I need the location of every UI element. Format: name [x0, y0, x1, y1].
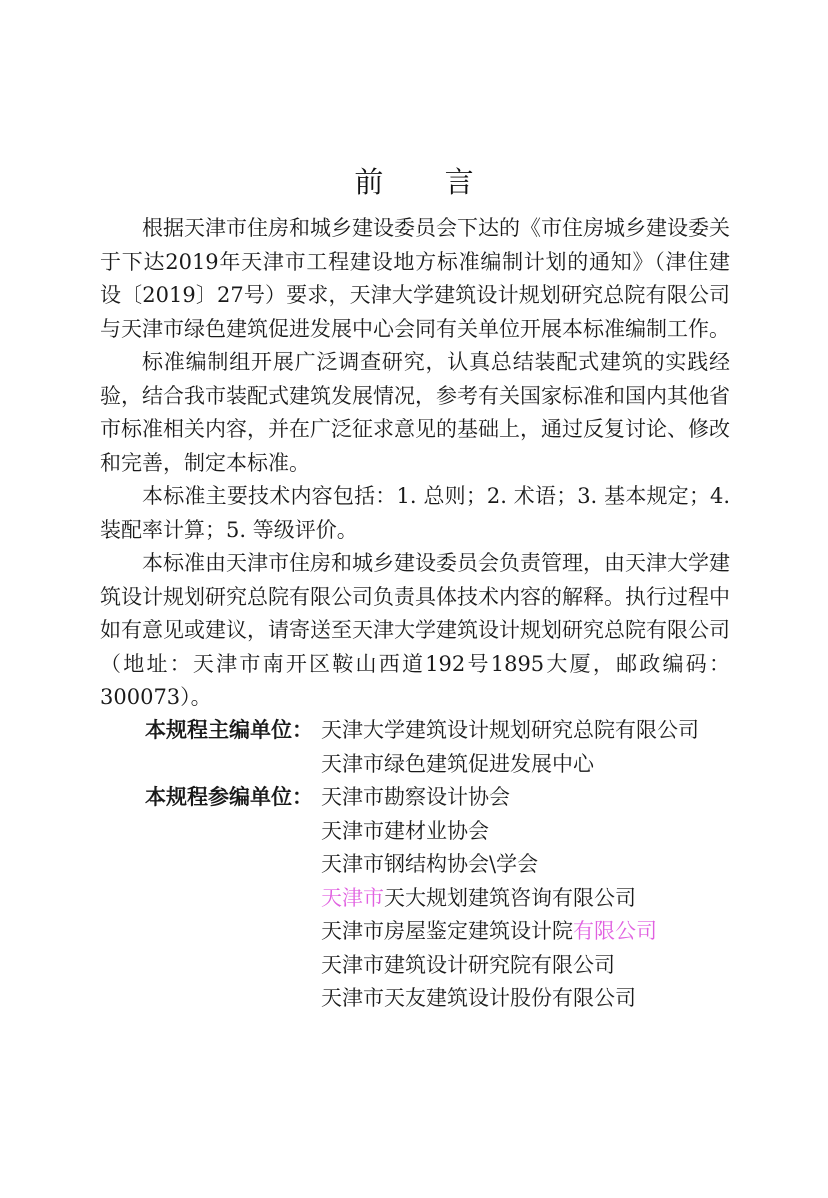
unit-item: 天津市建材业协会 — [321, 818, 489, 843]
page-title: 前 言 — [354, 165, 500, 199]
participating-units-list — [321, 781, 657, 1016]
paragraph-management: 本标准由天津市住房和城乡建设委员会负责管理，由天津大学建筑设计规划研究总院有限公司负责具体技术内容的解释。执行过程中如有意见或建议，请寄送至天津大学建筑设计规划研究总院有限公司（地址：天津市南开区鞍山西道192号1895大厦，邮政编码：300073）。 — [100, 551, 730, 709]
participating-units-label: 本规程参编单位： — [145, 785, 313, 809]
paragraph-contents: 本标准主要技术内容包括：1. 总则；2. 术语；3. 基本规定；4. 装配率计算；5. 等级评价。 — [100, 484, 730, 542]
chief-units-label: 本规程主编单位： — [145, 718, 313, 742]
units-section — [145, 714, 745, 1016]
highlighted-text: 有限公司 — [573, 919, 657, 943]
unit-item: 天津大学建筑设计规划研究总院有限公司 — [321, 718, 699, 742]
unit-item — [321, 915, 657, 949]
unit-item: 天津市绿色建筑促进发展中心 — [321, 751, 594, 776]
unit-item: 天津市天友建筑设计股份有限公司 — [321, 986, 636, 1010]
unit-text: 天大规划建筑咨询有限公司 — [384, 885, 636, 910]
paragraph-background: 根据天津市住房和城乡建设委员会下达的《市住房城乡建设委关于下达2019年天津市工程建设地方标准编制计划的通知》（津住建设〔2019〕27号）要求，天津大学建筑设计规划研究总院有限公司与天津市绿色建筑促进发展中心会同有关单位开展本标准编制工作。 — [100, 216, 730, 341]
unit-text: 天津市房屋鉴定建筑设计院 — [321, 919, 573, 943]
unit-item — [321, 882, 657, 916]
highlighted-text: 天津市 — [321, 885, 384, 910]
chief-units — [145, 714, 745, 781]
participating-units — [145, 781, 745, 1016]
paragraph-process: 标准编制组开展广泛调查研究，认真总结装配式建筑的实践经验，结合我市装配式建筑发展情况，参考有关国家标准和国内其他省市标准相关内容，并在广泛征求意见的基础上，通过反复讨论、修改和完善，制定本标准。 — [100, 350, 730, 475]
unit-item: 天津市建筑设计研究院有限公司 — [321, 952, 615, 977]
chief-units-list — [321, 714, 699, 781]
preface-body — [100, 212, 730, 715]
unit-item: 天津市勘察设计协会 — [321, 785, 510, 809]
unit-item: 天津市钢结构协会\学会 — [321, 852, 539, 876]
